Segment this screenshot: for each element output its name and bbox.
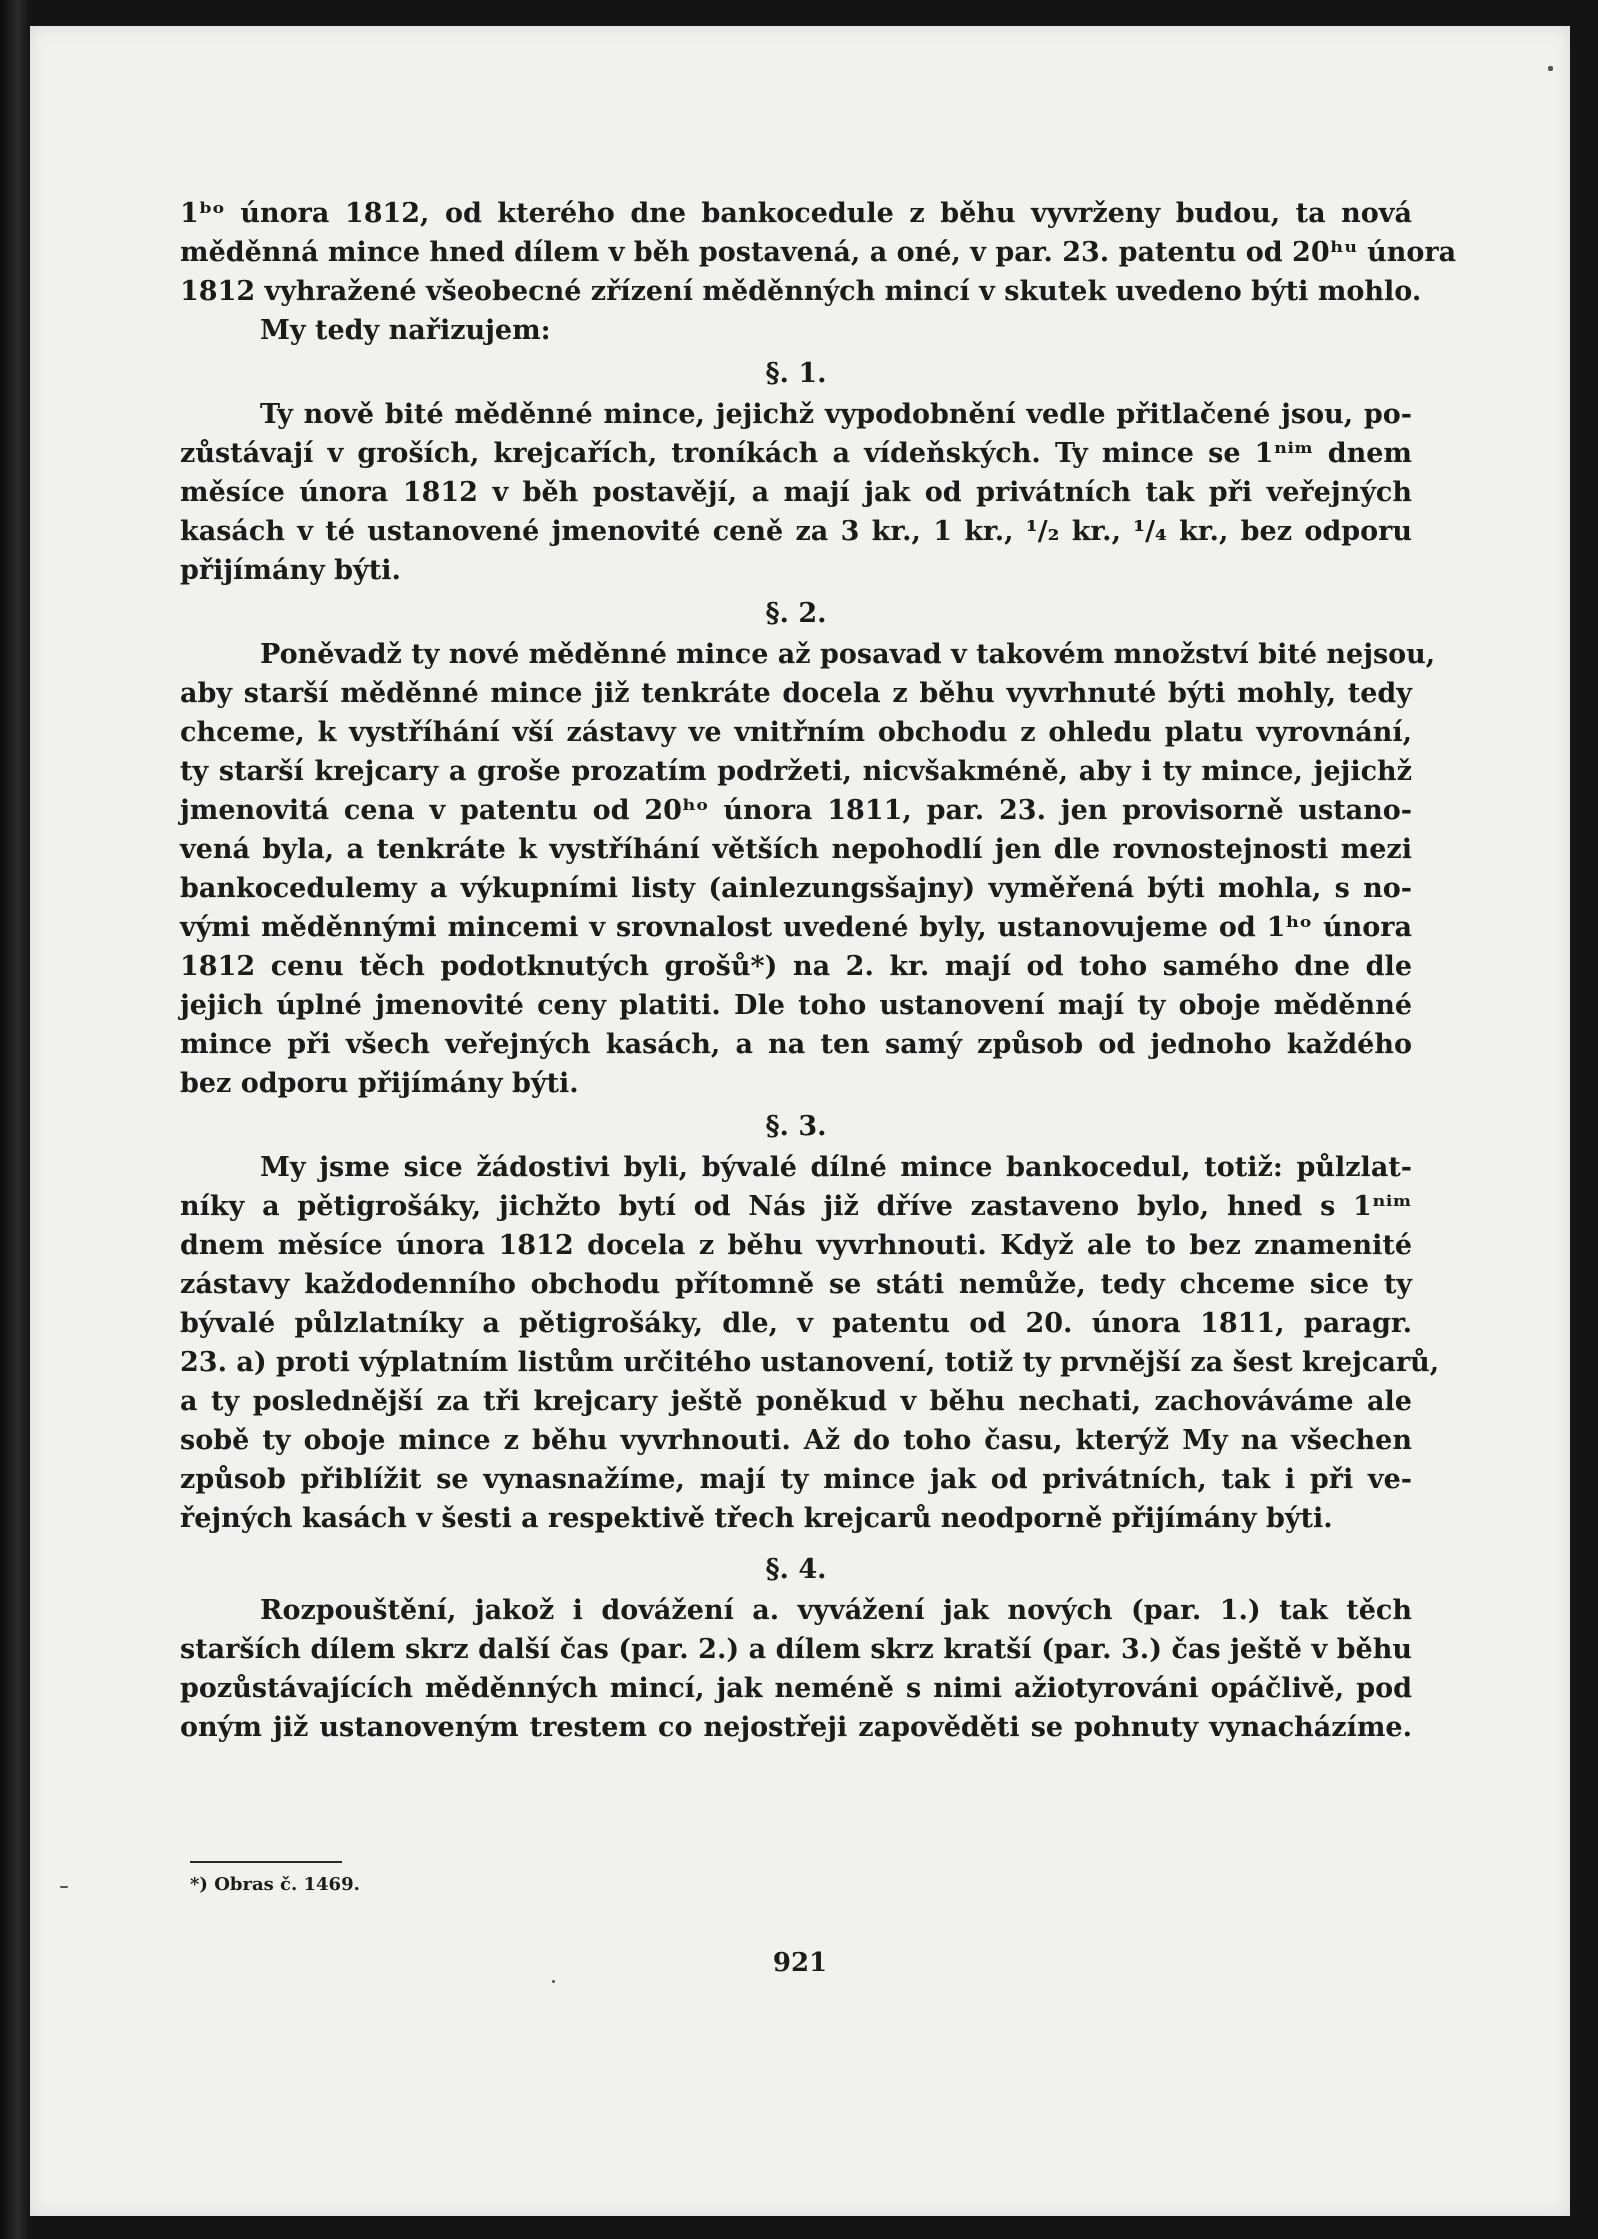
- text-line: 1812 cenu těch podotknutých grošů*) na 2. kr. mají od toho samého dne dle: [180, 951, 1412, 982]
- text-line: Ty nově bité měděnné mince, jejichž vypodobnění vedle přitlačené jsou, po-: [260, 399, 1412, 430]
- text-line: Poněvadž ty nové měděnné mince až posavad v takovém množství bité nejsou,: [260, 639, 1436, 670]
- text-line: starších dílem skrz další čas (par. 2.) a dílem skrz kratší (par. 3.) čas ještě v běhu: [180, 1634, 1412, 1665]
- text-line: 1812 vyhražené všeobecné zřízení měděnných mincí v skutek uvedeno býti mohlo.: [180, 276, 1422, 307]
- section-heading: §. 3.: [765, 1111, 827, 1142]
- footnote-divider: [190, 1861, 342, 1863]
- scan-speck: [552, 1980, 555, 1983]
- text-line: aby starší měděnné mince již tenkráte docela z běhu vyvrhnuté býti mohly, tedy: [180, 678, 1412, 709]
- binding-edge: [0, 0, 30, 2239]
- text-line: jmenovitá cena v patentu od 20ʰᵒ února 1811, par. 23. jen provisorně ustano-: [180, 795, 1412, 826]
- section-1: [180, 354, 1412, 590]
- text-line: 1ᵇᵒ února 1812, od kterého dne bankocedule z běhu vyvrženy budou, ta nová: [180, 198, 1412, 229]
- page-number: 921: [772, 1948, 828, 1978]
- text-line: jejich úplné jmenovité ceny platiti. Dle toho ustanovení mají ty oboje měděnné: [180, 990, 1412, 1021]
- text-line: přijímány býti.: [180, 555, 401, 586]
- text-line: měděnná mince hned dílem v běh postavená, a oné, v par. 23. patentu od 20ʰᵘ února: [180, 237, 1457, 268]
- text-line: pozůstávajících měděnných mincí, jak neméně s nimi ažiotyrováni opáčlivě, pod: [180, 1673, 1412, 1704]
- text-line: měsíce února 1812 v běh postavějí, a mají jak od privátních tak při veřejných: [180, 477, 1412, 508]
- text-line: níky a pětigrošáky, jichžto bytí od Nás již dříve zastaveno bylo, hned s 1ⁿⁱᵐ: [180, 1191, 1412, 1222]
- body-text: [180, 194, 1457, 1747]
- text-line: dnem měsíce února 1812 docela z běhu vyvrhnouti. Když ale to bez znamenité: [180, 1230, 1412, 1261]
- text-line: Rozpouštění, jakož i dovážení a. vyvážení jak nových (par. 1.) tak těch: [260, 1595, 1412, 1626]
- section-heading: §. 1.: [765, 358, 827, 389]
- footnote: *) Obras č. 1469.: [190, 1874, 360, 1895]
- text-line: zůstávají v groších, krejcařích, troníkách a vídeňských. Ty mince se 1ⁿⁱᵐ dnem: [180, 438, 1412, 469]
- text-line: My jsme sice žádostivi byli, bývalé dílné mince bankocedul, totiž: půlzlat-: [260, 1152, 1412, 1183]
- scan-speck: [1548, 66, 1553, 71]
- text-line: bývalé půlzlatníky a pětigrošáky, dle, v patentu od 20. února 1811, paragr.: [180, 1308, 1412, 1339]
- section-3: [180, 1107, 1440, 1538]
- text-line: a ty poslednější za tři krejcary ještě poněkud v běhu nechati, zachováváme ale: [180, 1386, 1412, 1417]
- text-line: vená byla, a tenkráte k vystříhání větších nepohodlí jen dle rovnostejnosti mezi: [180, 834, 1412, 865]
- text-line: 23. a) proti výplatním listům určitého ustanovení, totiž ty prvnější za šest krejcarů,: [180, 1347, 1440, 1378]
- section-4: [180, 1550, 1412, 1747]
- text-line: řejných kasách v šesti a respektivě třech krejcarů neodporně přijímány býti.: [180, 1503, 1333, 1534]
- document-page: [30, 26, 1570, 2216]
- text-line: bankocedulemy a výkupními listy (ainlezungsšajny) vyměřená býti mohla, s no-: [180, 873, 1412, 904]
- text-line: mince při všech veřejných kasách, a na ten samý způsob od jednoho každého: [180, 1029, 1412, 1060]
- section-heading: §. 2.: [765, 598, 827, 629]
- text-line: sobě ty oboje mince z běhu vyvrhnouti. Až do toho času, kterýž My na všechen: [180, 1425, 1412, 1456]
- text-line: kasách v té ustanovené jmenovité ceně za 3 kr., 1 kr., ¹/₂ kr., ¹/₄ kr., bez odporu: [180, 516, 1412, 547]
- text-line: zástavy každodenního obchodu přítomně se státi nemůže, tedy chceme sice ty: [180, 1269, 1412, 1300]
- text-line: ty starší krejcary a groše prozatím podržeti, nicvšakméně, aby i ty mince, jejichž: [180, 756, 1412, 787]
- decree-line: My tedy nařizujem:: [260, 315, 551, 346]
- text-line: bez odporu přijímány býti.: [180, 1068, 579, 1099]
- intro-paragraph: [180, 194, 1457, 350]
- text-line: způsob přiblížit se vynasnažíme, mají ty mince jak od privátních, tak i při ve-: [180, 1464, 1412, 1495]
- scan-speck: [60, 1886, 68, 1888]
- text-line: oným již ustanoveným trestem co nejostřeji zapověděti se pohnuty vynacházíme.: [180, 1712, 1412, 1743]
- text-line: vými měděnnými mincemi v srovnalost uvedené byly, ustanovujeme od 1ʰᵒ února: [180, 912, 1412, 943]
- text-line: chceme, k vystříhání vší zástavy ve vnitřním obchodu z ohledu platu vyrovnání,: [180, 717, 1412, 748]
- section-heading: §. 4.: [765, 1554, 827, 1585]
- section-2: [180, 594, 1436, 1103]
